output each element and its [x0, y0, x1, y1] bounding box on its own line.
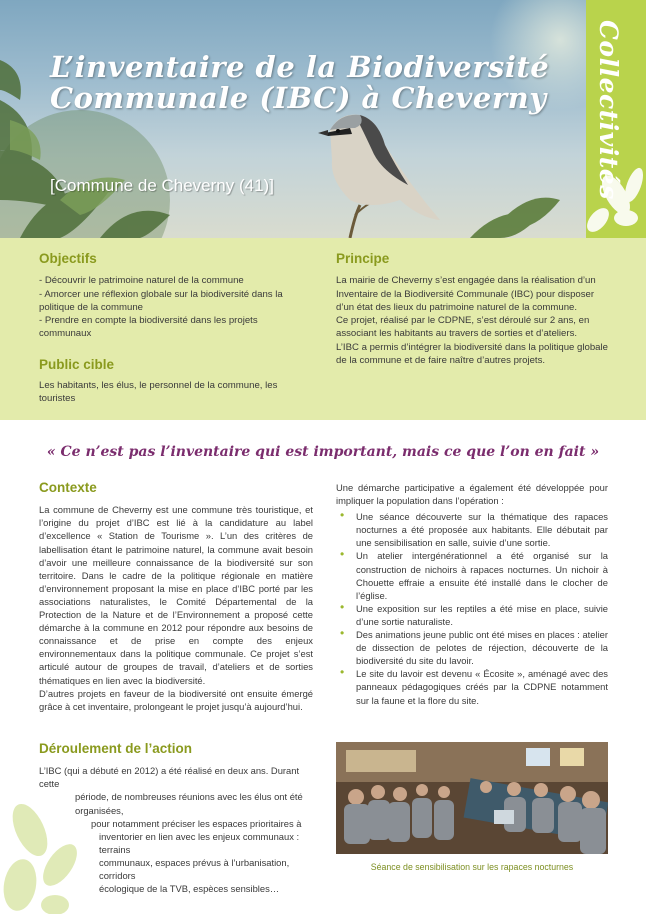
title-line-2: Communale (IBC) à Cheverny [50, 81, 547, 115]
shrike-bird-illustration [318, 115, 440, 220]
photo-caption: Séance de sensibilisation sur les rapaces nocturnes [370, 862, 574, 872]
deroulement-heading: Déroulement de l’action [39, 741, 193, 756]
objectifs-list [39, 274, 311, 340]
list-item: • Des animations jeune public ont été mises en places : atelier de dissection de pelotes de réjection, découverte de la biodiversité du site du lavoir. [336, 628, 608, 667]
participative-list [336, 510, 608, 706]
deroulement-line: inventorier en lien avec les enjeux communaux : terrains [99, 830, 300, 855]
principe-paragraph: L’IBC a permis d’intégrer la biodiversité dans la politique globale de la commune et de faire naître d’autres projets. [336, 341, 608, 367]
contexte-heading: Contexte [39, 480, 97, 495]
contexte-paragraph: D’autres projets en faveur de la biodiversité ont ensuite émergé grâce à cet inventaire, prolongeant le projet jusqu’à aujourd’hui. [39, 687, 313, 712]
objectifs-heading: Objectifs [39, 251, 97, 266]
page-title [50, 52, 570, 114]
deroulement-line: écologique de la TVB, espèces sensibles… [99, 883, 280, 895]
principe-section [336, 252, 609, 367]
deroulement-line: communaux, espaces prévus à l’urbanisation, corridors [99, 856, 290, 882]
principe-heading: Principe [336, 251, 390, 266]
meeting-photo [336, 742, 608, 854]
participative-intro: Une démarche participative a également été développée pour impliquer la population dans l’opération : [336, 482, 608, 507]
deroulement-line: période, de nombreuses réunions avec les élus ont été organisées, [75, 791, 303, 816]
leaf-corner-decoration-icon [0, 790, 90, 914]
participative-section [336, 481, 608, 707]
objectif-item: - Prendre en compte la biodiversité dans les projets communaux [39, 315, 258, 340]
title-line-1: L’inventaire de la Biodiversité [50, 50, 550, 84]
list-item: • Une exposition sur les reptiles a été mise en place, suivie d’une sortie naturaliste. [336, 602, 608, 628]
public-heading: Public cible [39, 356, 115, 372]
list-item: • Un atelier intergénérationnel a été organisé sur la construction de nichoirs à rapaces nocturnes. Un nichoir à Chouette effraie a ensuite été installé dans le clocher de l’église. [336, 549, 608, 601]
deroulement-line: pour notamment préciser les espaces prioritaires à [91, 817, 302, 829]
deroulement-line: L’IBC (qui a débuté en 2012) a été réalisé en deux ans. Durant cette [39, 765, 300, 790]
contexte-section [39, 481, 313, 713]
list-item: • Une séance découverte sur la thématique des rapaces nocturnes a été proposée aux habitants. Elle débutait par une sensibilisation en salle, suivie d’une sortie. [336, 510, 608, 549]
hero-banner [0, 0, 646, 238]
page-subtitle: [Commune de Cheverny (41)] [50, 176, 274, 195]
list-item: • Le site du lavoir est devenu « Écosite », aménagé avec des panneaux pédagogiques créés par la CDPNE notamment sur la faune et la flore du site. [336, 667, 608, 706]
contexte-paragraph: La commune de Cheverny est une commune très touristique, et l’origine du projet d’IBC est lié à la candidature au label d’excellence « Station de Tourisme ». L’un des critères de labellisation étant le patrimoine naturel, la commune avait besoin d’avoir une meilleure connaissance de la biodiversité sur son territoire. Dans le cadre de la politique régionale en matière d’environnement proposant la mise en place d’IBC porté par les associations naturalistes, le Comité Départemental de la Protection de la Nature et de l’Environnement a proposé cette démarche à la commune en 2012 pour répondre aux besoins de connaissance et de prise en compte des enjeux environnementaux dans la politique communale. Ce projet s’est articulé autour de groupes de travail, d’ateliers et de sorties thématiques en lien avec la biodiversité. [39, 504, 313, 686]
principe-paragraph: La mairie de Cheverny s’est engagée dans la réalisation d’un Inventaire de la Biodiversité Communale (IBC) pour disposer d’un état des lieux du patrimoine naturel de la commune. [336, 275, 596, 313]
pull-quote: « Ce n’est pas l’inventaire qui est important, mais ce que l’on en fait » [46, 444, 600, 460]
principe-paragraph: Ce projet, réalisé par le CDPNE, s’est déroulé sur 2 ans, en associant les habitants au travers de sorties et d’ateliers. [336, 315, 590, 340]
public-text: Les habitants, les élus, le personnel de la commune, les touristes [39, 380, 278, 405]
hero-background-illustration [0, 0, 646, 238]
objectifs-section [39, 252, 311, 406]
meeting-photo-illustration [336, 742, 608, 854]
category-label: Collectivités [594, 20, 623, 200]
objectif-item: - Amorcer une réflexion globale sur la biodiversité dans la politique de la commune [39, 288, 283, 313]
objectif-item: - Découvrir le patrimoine naturel de la commune [39, 275, 244, 287]
